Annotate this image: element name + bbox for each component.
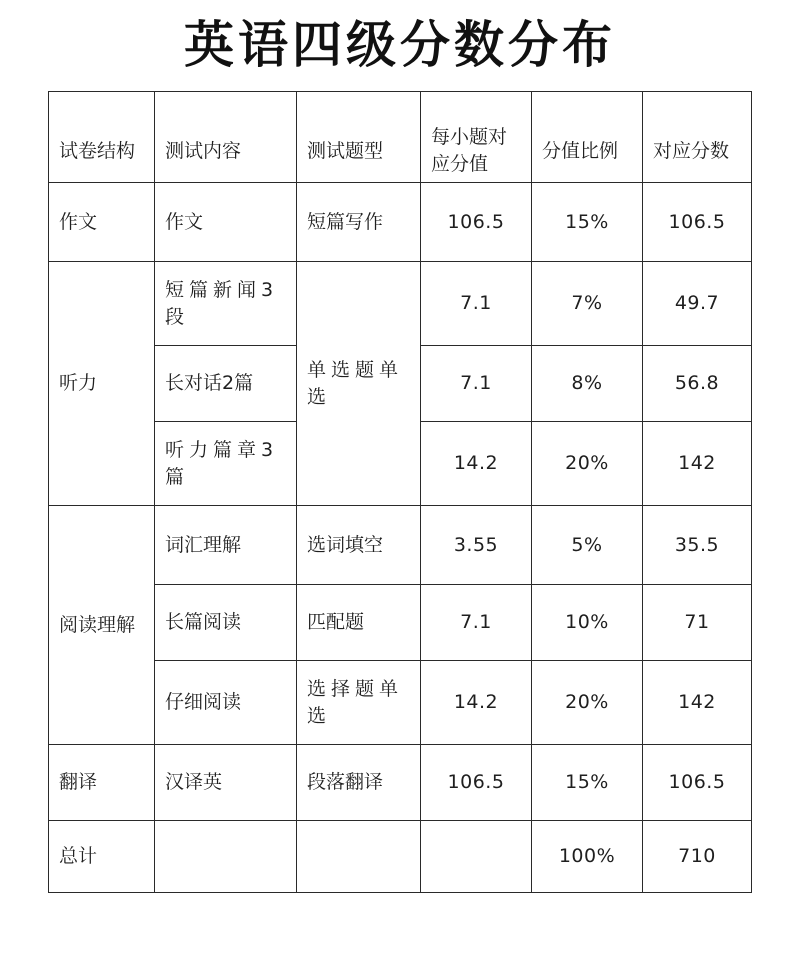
ratio-cell: 7% [532,262,643,346]
structure-cell: 阅读理解 [49,506,155,745]
ratio-cell: 5% [532,506,643,585]
type-cell: 匹配题 [297,585,421,661]
score-cell: 106.5 [643,745,752,821]
score-cell: 71 [643,585,752,661]
header-row [49,92,752,183]
header-cell-ratio: 分值比例 [532,92,643,183]
content-cell: 听力篇章3篇 [155,422,297,506]
type-cell [297,821,421,893]
score-cell: 49.7 [643,262,752,346]
structure-cell: 作文 [49,183,155,262]
content-cell: 词汇理解 [155,506,297,585]
table-row-reading-2 [49,585,752,661]
per-item-cell: 3.55 [421,506,532,585]
header-cell-content: 测试内容 [155,92,297,183]
per-item-cell: 7.1 [421,585,532,661]
structure-cell: 总计 [49,821,155,893]
content-cell: 汉译英 [155,745,297,821]
ratio-cell: 15% [532,745,643,821]
ratio-cell: 8% [532,346,643,422]
table-row-reading-3 [49,661,752,745]
score-distribution-table [48,91,752,893]
header-cell-per-item: 每小题对应分值 [421,92,532,183]
score-cell: 35.5 [643,506,752,585]
type-cell: 段落翻译 [297,745,421,821]
per-item-cell: 14.2 [421,422,532,506]
per-item-cell: 106.5 [421,183,532,262]
score-cell: 56.8 [643,346,752,422]
content-cell: 作文 [155,183,297,262]
header-cell-type: 测试题型 [297,92,421,183]
content-cell: 短篇新闻3段 [155,262,297,346]
table-row-reading-1 [49,506,752,585]
type-cell: 选择题单选 [297,661,421,745]
structure-cell: 翻译 [49,745,155,821]
type-cell: 选词填空 [297,506,421,585]
ratio-cell: 10% [532,585,643,661]
content-cell: 长篇阅读 [155,585,297,661]
table-row-translation [49,745,752,821]
content-cell: 仔细阅读 [155,661,297,745]
ratio-cell: 20% [532,661,643,745]
per-item-cell: 14.2 [421,661,532,745]
content-cell: 长对话2篇 [155,346,297,422]
score-cell: 142 [643,422,752,506]
score-cell: 710 [643,821,752,893]
structure-cell: 听力 [49,262,155,506]
per-item-cell: 7.1 [421,346,532,422]
per-item-cell [421,821,532,893]
page-title: 英语四级分数分布 [184,16,616,74]
ratio-cell: 20% [532,422,643,506]
header-cell-score: 对应分数 [643,92,752,183]
table-row-writing [49,183,752,262]
table-row-total [49,821,752,893]
header-cell-structure: 试卷结构 [49,92,155,183]
type-cell: 单选题单选 [297,262,421,506]
content-cell [155,821,297,893]
ratio-cell: 15% [532,183,643,262]
type-cell: 短篇写作 [297,183,421,262]
table-row-listening-1 [49,262,752,346]
score-cell: 106.5 [643,183,752,262]
score-cell: 142 [643,661,752,745]
ratio-cell: 100% [532,821,643,893]
per-item-cell: 7.1 [421,262,532,346]
per-item-cell: 106.5 [421,745,532,821]
